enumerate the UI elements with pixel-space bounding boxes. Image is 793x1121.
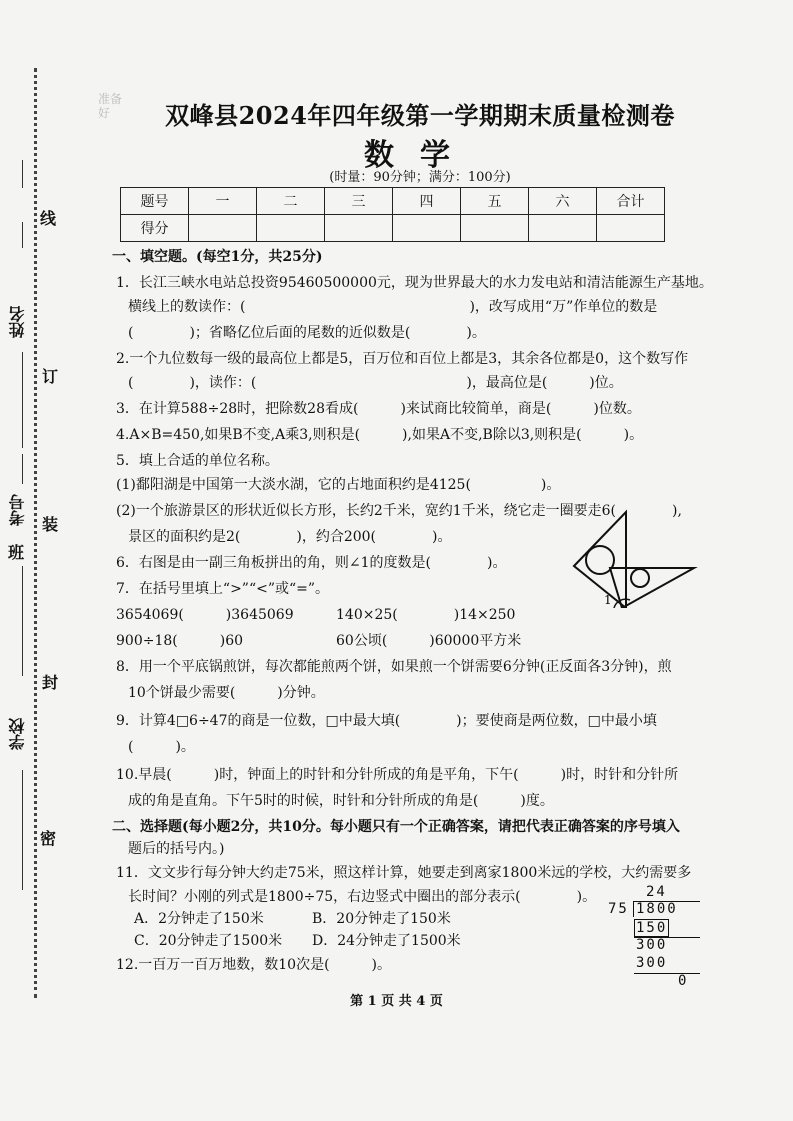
question-2-line-2: ( )，读作：( )，最高位是( )位。: [128, 375, 623, 391]
question-11-option-c: C．20分钟走了1500米: [134, 933, 283, 949]
binding-label-zhuang: 装: [42, 515, 59, 534]
section-choice-heading-line-2: 题后的括号内。): [128, 841, 225, 857]
question-8-line-2: 10个饼最少需要( )分钟。: [128, 685, 325, 701]
question-5-part-2-line-2: 景区的面积约是2( )，约合200( )。: [128, 529, 452, 545]
division-step-2: 300: [636, 955, 668, 971]
question-7-item-a: 3654069( )3645069: [116, 607, 294, 623]
question-2-line-1: 2.一个九位数每一级的最高位上都是5，百万位和百位上都是3，其余各位都是0，这个数写作: [116, 351, 689, 367]
division-bracket: [633, 901, 634, 917]
binding-blank-line: [22, 770, 23, 890]
exam-title: 双峰县2024年四年级第一学期期末质量检测卷: [165, 101, 675, 130]
score-cell: 一: [189, 188, 257, 215]
triangle-ruler-30-60: [610, 568, 694, 608]
score-input-cell[interactable]: [529, 215, 597, 242]
binding-label-class: 班: [8, 543, 25, 562]
question-4: 4.A×B=450,如果B不变,A乘3,则积是( ),如果A不变,B除以3,则积是( )。: [116, 427, 644, 443]
section-fill-blank-heading: 一、填空题。(每空1分，共25分): [112, 249, 323, 265]
question-10-line-2: 成的角是直角。下午5时的时候，时针和分针所成的角是( )度。: [128, 793, 554, 809]
division-quotient: 24: [646, 884, 667, 900]
question-1-line-3: ( )；省略亿位后面的尾数的近似数是( )。: [128, 325, 486, 341]
score-input-cell[interactable]: [461, 215, 529, 242]
angle-1-label: 1: [604, 593, 612, 607]
question-11-option-a: A．2分钟走了150米: [134, 911, 264, 927]
division-divisor: 75: [608, 901, 629, 917]
division-dividend: 1800: [636, 901, 678, 917]
score-input-cell[interactable]: [189, 215, 257, 242]
score-input-cell[interactable]: [325, 215, 393, 242]
binding-label-exam-no: 考号: [8, 494, 27, 526]
score-table-header-row: [121, 188, 665, 215]
question-10-line-1: 10.早晨( )时，钟面上的时针和分针所成的角是平角，下午( )时，时针和分针所: [116, 767, 679, 783]
question-7-item-c: 900÷18( )60: [116, 633, 244, 649]
score-input-cell[interactable]: [257, 215, 325, 242]
binding-blank-line: [22, 566, 23, 676]
score-cell: 三: [325, 188, 393, 215]
question-1-line-2: 横线上的数读作：( )，改写成用“万”作单位的数是: [128, 299, 658, 315]
question-12: 12.一百万一百万地数，数10次是( )。: [116, 957, 392, 973]
question-11-option-d: D．24分钟走了1500米: [312, 933, 461, 949]
question-8-line-1: 8．用一个平底锅煎饼，每次都能煎两个饼，如果煎一个饼需要6分钟(正反面各3分钟)，煎: [116, 659, 672, 675]
question-7-item-d: 60公顷( )60000平方米: [336, 633, 522, 649]
score-table-score-row: [121, 215, 665, 242]
question-6: 6．右图是由一副三角板拼出的角，则∠1的度数是( )。: [116, 555, 507, 571]
division-remainder-1: 300: [636, 937, 668, 953]
question-1-line-1: 1．长江三峡水电站总投资95460500000元，现为世界最大的水力发电站和清洁能源生产基地。: [116, 275, 713, 291]
score-input-cell[interactable]: [393, 215, 461, 242]
question-11-option-b: B．20分钟走了150米: [312, 911, 451, 927]
score-cell: 合计: [597, 188, 665, 215]
division-line: [634, 973, 700, 974]
binding-label-xian: 线: [40, 209, 57, 228]
subject-title: 数学: [364, 138, 476, 173]
division-circled-step: 150: [636, 920, 668, 936]
score-cell: 五: [461, 188, 529, 215]
binding-label-mi: 密: [40, 829, 57, 848]
question-5-part-2-line-1: (2)一个旅游景区的形状近似长方形，长约2千米，宽约1千米，绕它走一圈要走6( ),: [116, 503, 682, 519]
time-score-info: (时量：90分钟；满分：100分): [329, 170, 511, 185]
question-5: 5．填上合适的单位名称。: [116, 453, 279, 469]
division-remainder-2: 0: [678, 973, 689, 989]
question-3: 3．在计算588÷28时，把除数28看成( )来试商比较简单，商是( )位数。: [116, 401, 641, 417]
question-9-line-1: 9．计算4□6÷47的商是一位数，□中最大填( )；要使商是两位数，□中最小填: [116, 713, 657, 729]
binding-blank-line: [22, 222, 23, 248]
score-input-cell[interactable]: [597, 215, 665, 242]
binding-label-ding: 订: [42, 367, 59, 386]
binding-blank-line: [22, 454, 23, 484]
question-7: 7．在括号里填上“>”“<”或“=”。: [116, 581, 330, 597]
page-footer: 第 1 页 共 4 页: [350, 994, 443, 1009]
binding-blank-line: [22, 352, 23, 448]
section-choice-heading: 二、选择题(每小题2分，共10分。每小题只有一个正确答案，请把代表正确答案的序号填入: [112, 819, 680, 835]
score-cell: 六: [529, 188, 597, 215]
binding-label-school: 学校: [8, 718, 27, 750]
question-7-item-b: 140×25( )14×250: [336, 607, 516, 623]
score-table: [120, 187, 665, 242]
question-5-part-1: (1)鄱阳湖是中国第一大淡水湖，它的占地面积约是4125( )。: [116, 477, 561, 493]
score-cell: 二: [257, 188, 325, 215]
score-cell: 得分: [121, 215, 189, 242]
binding-label-feng: 封: [42, 673, 59, 692]
triangle-hole-circle: [631, 569, 649, 587]
question-11-line-1: 11．文文步行每分钟大约走75米，照这样计算，她要走到离家1800米远的学校，大约需要多: [116, 865, 692, 881]
triangle-ruler-figure: [570, 508, 700, 608]
question-9-line-2: ( )。: [128, 739, 195, 755]
question-11-line-2: 长时间？小刚的列式是1800÷75，右边竖式中圈出的部分表示( )。: [128, 889, 597, 905]
faded-stamp: 准备好: [98, 92, 123, 120]
binding-blank-line: [22, 160, 23, 188]
binding-dotted-line: [34, 68, 37, 998]
score-cell: 题号: [121, 188, 189, 215]
binding-label-name: 姓名: [8, 306, 27, 338]
score-cell: 四: [393, 188, 461, 215]
